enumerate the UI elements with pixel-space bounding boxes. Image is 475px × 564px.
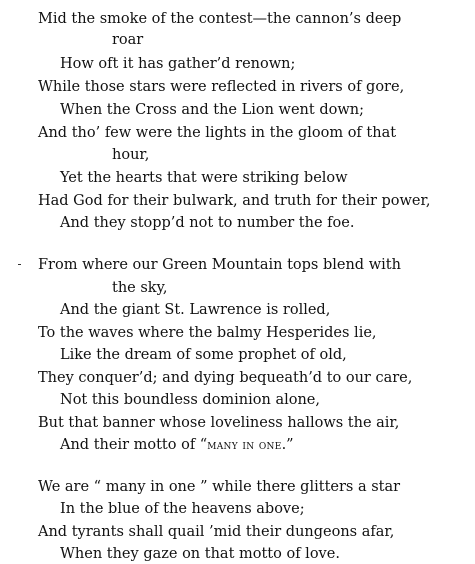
stanza2-line1-cont: the sky, [112, 280, 168, 296]
stanza1-line3: While those stars were reflected in rivers of gore, [38, 79, 405, 95]
stanza2-line7: But that banner whose loveliness hallows the air, [38, 415, 400, 431]
stanza1-line1: Mid the smoke of the contest—the cannon’s deep [38, 11, 402, 27]
stanza1-line8: And they stopp’d not to number the foe. [60, 215, 355, 231]
stanza2-line1: From where our Green Mountain tops blend with [38, 257, 401, 273]
stanza1-line5: And tho’ few were the lights in the gloom of that [38, 125, 397, 141]
stanza2-line8 [60, 436, 294, 455]
stanza1-line2: How oft it has gather’d renown; [60, 56, 296, 72]
stanza2-line6: Not this boundless dominion alone, [60, 392, 320, 408]
stanza2-line3: To the waves where the balmy Hesperides lie, [38, 325, 377, 341]
stanza2-line2: And the giant St. Lawrence is rolled, [60, 302, 331, 318]
motto-text: many in one [207, 438, 282, 453]
stanza3-line3: And tyrants shall quail ’mid their dungeons afar, [38, 524, 395, 540]
motto-suffix: .” [281, 437, 294, 453]
stanza1-line4: When the Cross and the Lion went down; [60, 102, 364, 118]
stanza3-line1: We are “ many in one ” while there glitters a star [38, 479, 401, 495]
stanza1-line7: Had God for their bulwark, and truth for their power, [38, 193, 431, 209]
stanza1-line6: Yet the hearts that were striking below [60, 170, 348, 186]
margin-mark [18, 264, 21, 265]
stanza2-line4: Like the dream of some prophet of old, [60, 347, 347, 363]
stanza3-line2: In the blue of the heavens above; [60, 501, 305, 517]
stanza2-line5: They conquer’d; and dying bequeath’d to our care, [38, 370, 413, 386]
stanza1-line1-cont: roar [112, 32, 144, 48]
motto-prefix: And their motto of “ [60, 437, 208, 453]
stanza1-line5-cont: hour, [112, 147, 150, 163]
stanza3-line4: When they gaze on that motto of love. [60, 546, 340, 562]
